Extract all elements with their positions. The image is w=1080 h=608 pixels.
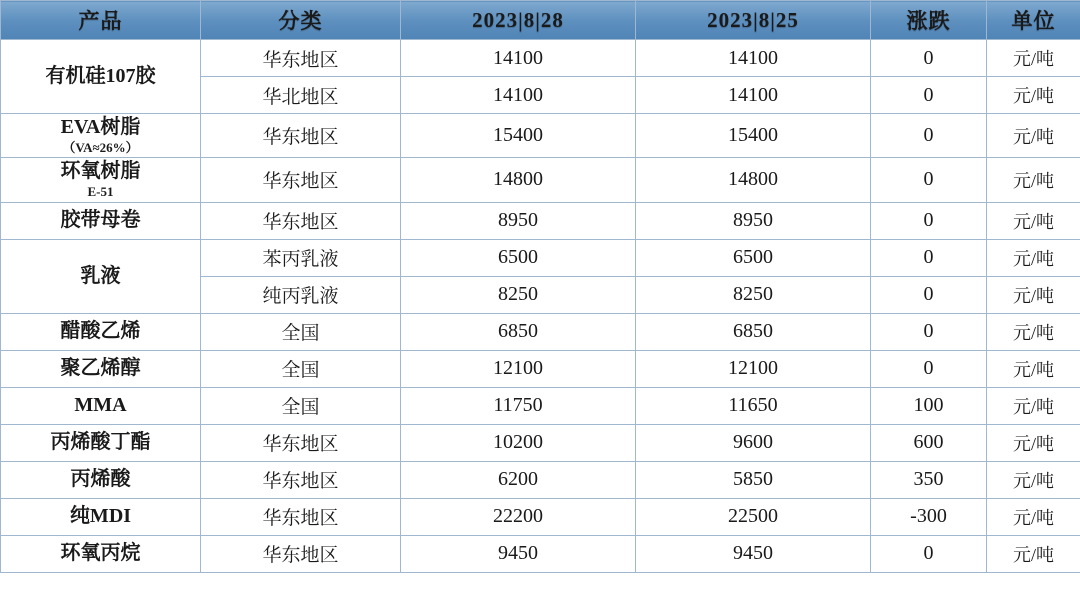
product-name-cell — [1, 498, 201, 535]
price-new-cell: 15400 — [401, 114, 636, 158]
table-row — [1, 114, 1080, 158]
price-new-cell: 14100 — [401, 77, 636, 114]
unit-cell: 元/吨 — [987, 313, 1080, 350]
unit-cell: 元/吨 — [987, 276, 1080, 313]
change-cell: 0 — [871, 114, 987, 158]
product-name-cell — [1, 387, 201, 424]
change-cell: 0 — [871, 40, 987, 77]
change-cell: -300 — [871, 498, 987, 535]
change-cell: 0 — [871, 202, 987, 239]
product-name: 纯MDI — [69, 505, 132, 527]
change-cell: 0 — [871, 158, 987, 202]
category-cell: 全国 — [201, 350, 401, 387]
price-old-cell: 9600 — [636, 424, 871, 461]
change-cell: 100 — [871, 387, 987, 424]
column-header-date-old: 2023|8|25 — [636, 1, 871, 40]
price-old-cell: 6850 — [636, 313, 871, 350]
unit-cell: 元/吨 — [987, 40, 1080, 77]
category-cell: 苯丙乳液 — [201, 239, 401, 276]
table-row — [1, 424, 1080, 461]
product-name: 环氧丙烷 — [60, 542, 141, 564]
category-cell: 华东地区 — [201, 40, 401, 77]
change-cell: 0 — [871, 350, 987, 387]
product-name: 聚乙烯醇 — [60, 357, 141, 379]
unit-cell: 元/吨 — [987, 202, 1080, 239]
change-cell: 0 — [871, 239, 987, 276]
product-name: MMA — [74, 394, 127, 416]
unit-cell: 元/吨 — [987, 77, 1080, 114]
category-cell: 华东地区 — [201, 158, 401, 202]
table-row — [1, 158, 1080, 202]
price-new-cell: 11750 — [401, 387, 636, 424]
product-name-cell — [1, 535, 201, 572]
price-old-cell: 8950 — [636, 202, 871, 239]
price-new-cell: 14800 — [401, 158, 636, 202]
price-new-cell: 6500 — [401, 239, 636, 276]
change-cell: 0 — [871, 276, 987, 313]
product-name-cell — [1, 461, 201, 498]
price-old-cell: 14100 — [636, 77, 871, 114]
price-old-cell: 15400 — [636, 114, 871, 158]
table-row — [1, 535, 1080, 572]
product-name-sub: （VA≈26%） — [62, 140, 139, 155]
column-header-product: 产品 — [1, 1, 201, 40]
table-header-row — [1, 1, 1080, 40]
table-row — [1, 40, 1080, 77]
price-new-cell: 6850 — [401, 313, 636, 350]
table-row — [1, 350, 1080, 387]
product-name: 胶带母卷 — [60, 209, 141, 231]
product-name: 有机硅107胶 — [45, 65, 156, 87]
price-new-cell: 6200 — [401, 461, 636, 498]
price-old-cell: 6500 — [636, 239, 871, 276]
price-new-cell: 22200 — [401, 498, 636, 535]
unit-cell: 元/吨 — [987, 387, 1080, 424]
product-name-cell — [1, 40, 201, 114]
price-old-cell: 14800 — [636, 158, 871, 202]
category-cell: 华东地区 — [201, 535, 401, 572]
price-new-cell: 9450 — [401, 535, 636, 572]
unit-cell: 元/吨 — [987, 239, 1080, 276]
category-cell: 全国 — [201, 387, 401, 424]
change-cell: 0 — [871, 535, 987, 572]
category-cell: 华东地区 — [201, 461, 401, 498]
price-new-cell: 8250 — [401, 276, 636, 313]
product-name-cell — [1, 158, 201, 202]
category-cell: 华东地区 — [201, 424, 401, 461]
price-old-cell: 14100 — [636, 40, 871, 77]
product-name-cell — [1, 350, 201, 387]
category-cell: 华东地区 — [201, 202, 401, 239]
category-cell: 纯丙乳液 — [201, 276, 401, 313]
table-row — [1, 461, 1080, 498]
price-old-cell: 11650 — [636, 387, 871, 424]
price-old-cell: 22500 — [636, 498, 871, 535]
category-cell: 华北地区 — [201, 77, 401, 114]
price-new-cell: 10200 — [401, 424, 636, 461]
change-cell: 350 — [871, 461, 987, 498]
change-cell: 0 — [871, 77, 987, 114]
category-cell: 华东地区 — [201, 114, 401, 158]
unit-cell: 元/吨 — [987, 114, 1080, 158]
table-header — [1, 1, 1080, 40]
product-name-cell — [1, 424, 201, 461]
product-name-cell — [1, 239, 201, 313]
product-name-sub: E-51 — [87, 184, 114, 200]
price-old-cell: 9450 — [636, 535, 871, 572]
column-header-date-new: 2023|8|28 — [401, 1, 636, 40]
product-name-cell — [1, 202, 201, 239]
product-name: 环氧树脂 — [60, 160, 141, 183]
price-new-cell: 12100 — [401, 350, 636, 387]
change-cell: 0 — [871, 313, 987, 350]
product-name: 乳液 — [80, 264, 121, 287]
price-old-cell: 5850 — [636, 461, 871, 498]
product-name-cell — [1, 114, 201, 158]
table-row — [1, 239, 1080, 276]
unit-cell: 元/吨 — [987, 535, 1080, 572]
column-header-change: 涨跌 — [871, 1, 987, 40]
category-cell: 华东地区 — [201, 498, 401, 535]
product-name: 丙烯酸 — [70, 468, 131, 490]
price-old-cell: 12100 — [636, 350, 871, 387]
table-row — [1, 313, 1080, 350]
table-row — [1, 387, 1080, 424]
table-body — [1, 40, 1080, 573]
table-row — [1, 498, 1080, 535]
product-name-cell — [1, 313, 201, 350]
product-name: 丙烯酸丁酯 — [50, 431, 151, 453]
unit-cell: 元/吨 — [987, 158, 1080, 202]
product-name: 醋酸乙烯 — [60, 320, 141, 342]
price-new-cell: 8950 — [401, 202, 636, 239]
product-name: EVA树脂 — [60, 116, 141, 138]
column-header-category: 分类 — [201, 1, 401, 40]
unit-cell: 元/吨 — [987, 350, 1080, 387]
unit-cell: 元/吨 — [987, 424, 1080, 461]
unit-cell: 元/吨 — [987, 461, 1080, 498]
unit-cell: 元/吨 — [987, 498, 1080, 535]
price-old-cell: 8250 — [636, 276, 871, 313]
change-cell: 600 — [871, 424, 987, 461]
price-new-cell: 14100 — [401, 40, 636, 77]
column-header-unit: 单位 — [987, 1, 1080, 40]
category-cell: 全国 — [201, 313, 401, 350]
table-row — [1, 202, 1080, 239]
